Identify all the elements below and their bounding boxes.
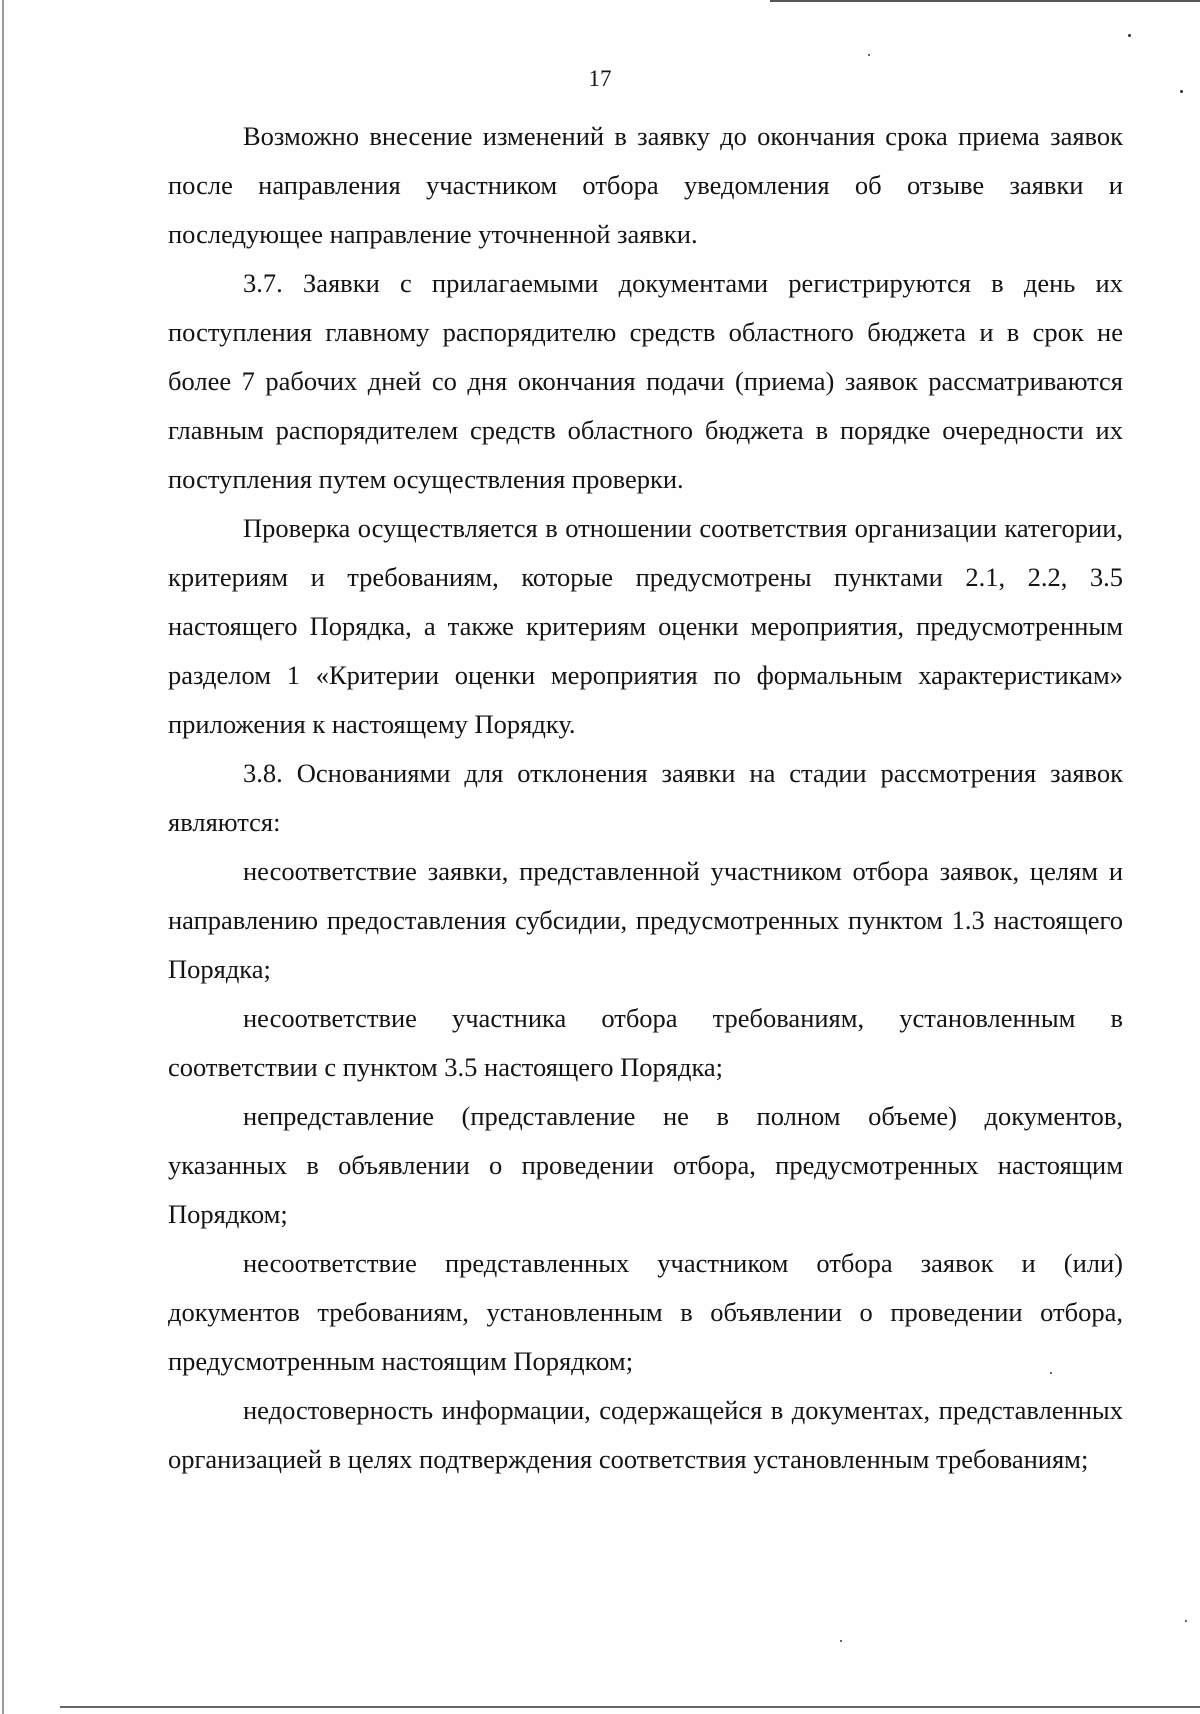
- scan-speck: [1185, 1620, 1187, 1622]
- scan-edge-bottom: [60, 1706, 1200, 1708]
- list-item: непредставление (представление не в полном объеме) документов, указанных в объявлении о проведении отбора, предусмотренных настоящим Порядком;: [168, 1101, 1123, 1229]
- scan-speck: [868, 54, 870, 56]
- list-item: несоответствие участника отбора требованиям, установленным в соответствии с пунктом 3.5 настоящего Порядка;: [168, 1003, 1123, 1082]
- page-number: 17: [588, 66, 612, 91]
- paragraph: Проверка осуществляется в отношении соответствия организации категории, критериям и требованиям, которые предусмотрены пунктами 2.1, 2.2, 3.5 настоящего Порядка, а также критериям оценки мероприятия, предусмотренным разделом 1 «Критерии оценки мероприятия по формальным характеристикам» приложения к настоящему Порядку.: [168, 513, 1123, 739]
- scan-edge-left: [2, 0, 4, 1714]
- list-item: несоответствие заявки, представленной участником отбора заявок, целям и направлению предоставления субсидии, предусмотренных пунктом 1.3 настоящего Порядка;: [168, 856, 1123, 984]
- list-item: недостоверность информации, содержащейся в документах, представленных организацией в целях подтверждения соответствия установленным требованиям;: [168, 1395, 1123, 1474]
- paragraph: 3.7. Заявки с прилагаемыми документами регистрируются в день их поступления главному распорядителю средств областного бюджета и в срок не более 7 рабочих дней со дня окончания подачи (приема) заявок рассматриваются главным распорядителем средств областного бюджета в порядке очередности их поступления путем осуществления проверки.: [168, 268, 1123, 494]
- list-item: несоответствие представленных участником отбора заявок и (или) документов требованиям, установленным в объявлении о проведении отбора, предусмотренным настоящим Порядком;: [168, 1248, 1123, 1376]
- body-text: [168, 112, 1123, 1484]
- scan-speck: [840, 1640, 842, 1642]
- paragraph: Возможно внесение изменений в заявку до окончания срока приема заявок после направления участником отбора уведомления об отзыве заявки и последующее направление уточненной заявки.: [168, 121, 1123, 249]
- paragraph: 3.8. Основаниями для отклонения заявки на стадии рассмотрения заявок являются:: [168, 758, 1123, 837]
- scan-speck: [1128, 34, 1131, 37]
- scan-edge-top: [770, 0, 1200, 2]
